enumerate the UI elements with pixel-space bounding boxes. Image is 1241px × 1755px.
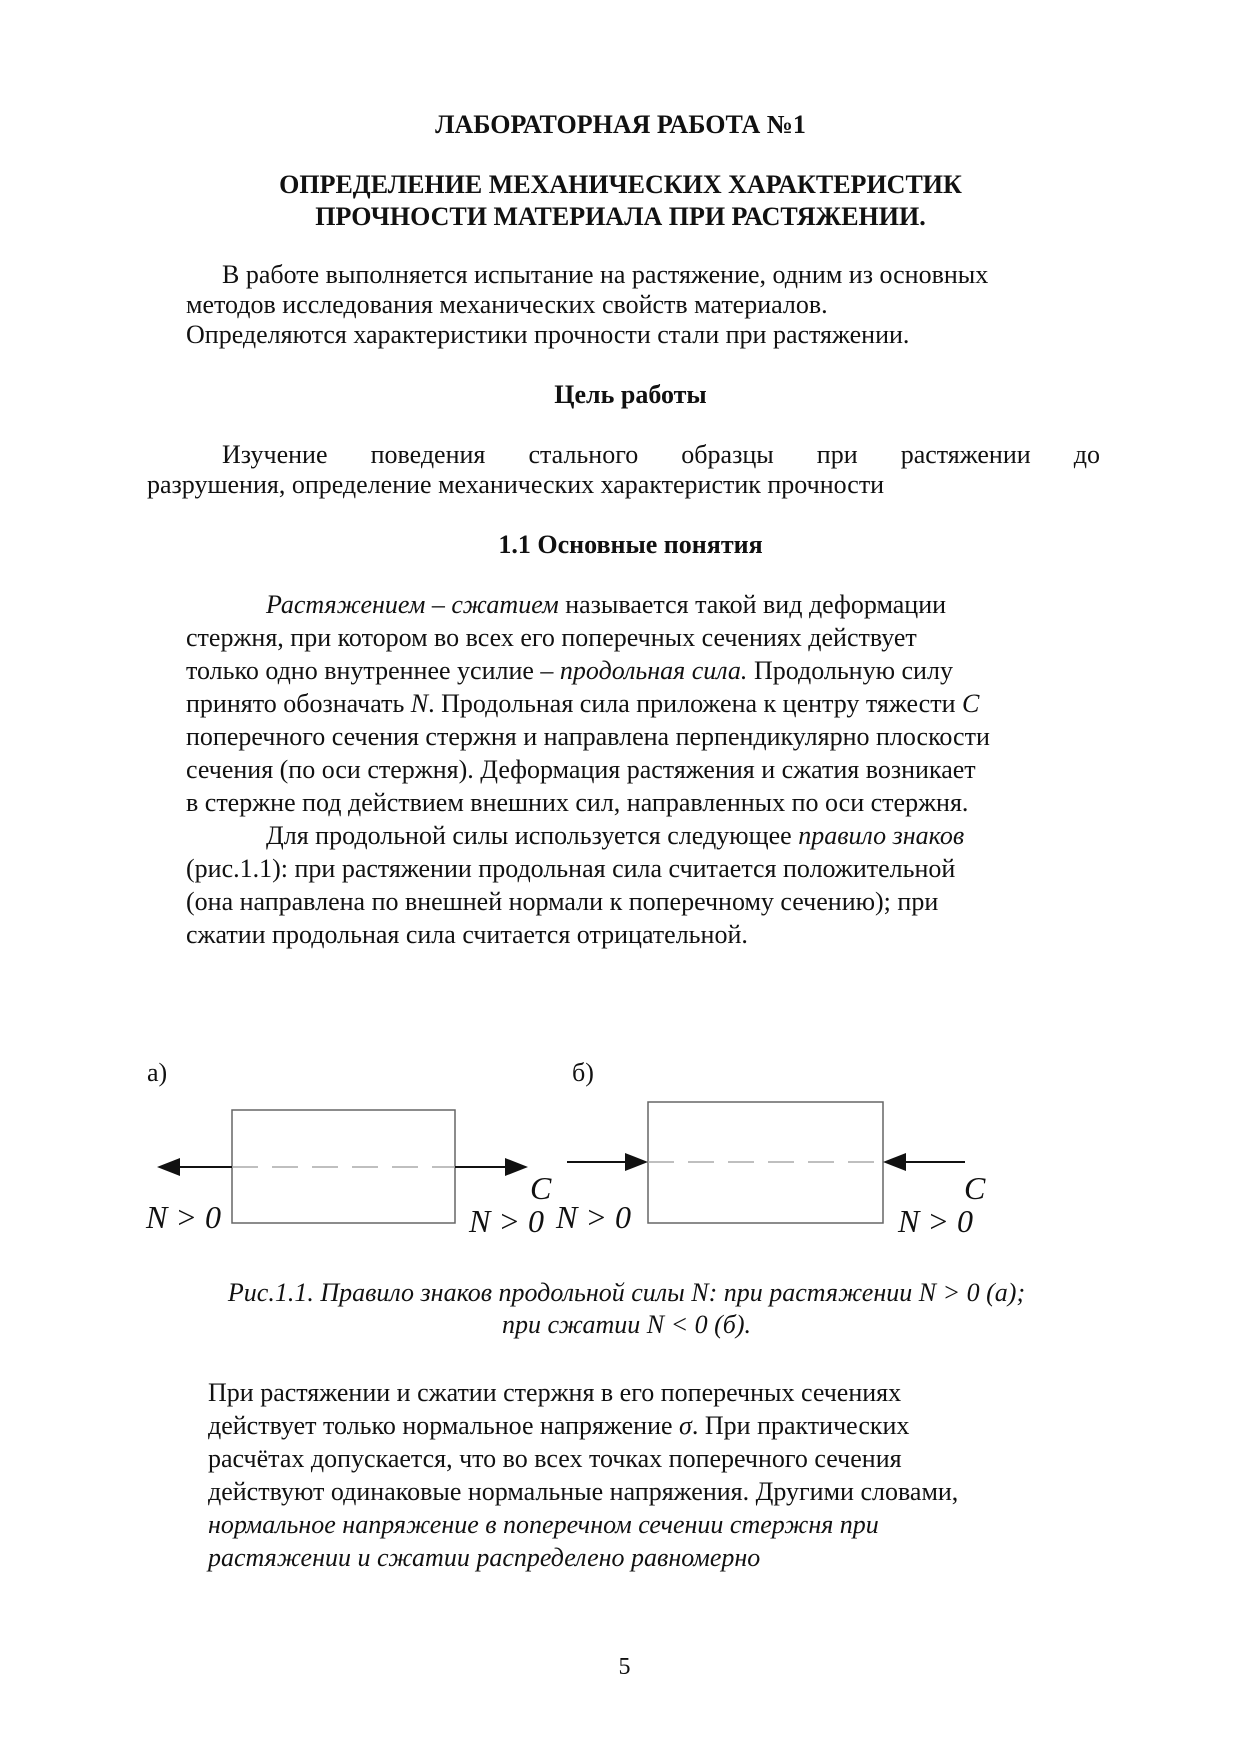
body-line: действуют одинаковые нормальные напряжения. Другими словами, xyxy=(208,1477,959,1506)
text-span: . При практических xyxy=(691,1411,910,1440)
body-line: (рис.1.1): при растяжении продольная сила считается положительной xyxy=(186,854,956,883)
body-line: сечения (по оси стержня). Деформация растяжения и сжатия возникает xyxy=(186,755,976,784)
body-line: сжатии продольная сила считается отрицательной. xyxy=(186,920,748,949)
goal-line1 xyxy=(222,438,1100,472)
label-a-centroid: C xyxy=(530,1170,552,1206)
body-line xyxy=(186,654,953,688)
panel-a-label: а) xyxy=(147,1058,168,1087)
text-span: Для продольной силы используется следующее xyxy=(266,821,799,850)
text-span: действует только нормальное напряжение xyxy=(208,1411,680,1440)
text-span: . Продольная сила приложена к центру тяжести xyxy=(428,689,962,718)
body-line: (она направлена по внешней нормали к поперечному сечению); при xyxy=(186,887,939,916)
page-number: 5 xyxy=(618,1654,631,1680)
body-line xyxy=(266,588,946,622)
body-line xyxy=(266,819,964,853)
arrow-a-right-icon xyxy=(505,1158,528,1176)
intro-line: В работе выполняется испытание на растяжение, одним из основных xyxy=(222,260,989,289)
goal-heading: Цель работы xyxy=(554,380,707,409)
goal-word: стального xyxy=(528,440,639,469)
body-line: в стержне под действием внешних сил, направленных по оси стержня. xyxy=(186,788,969,817)
arrow-a-left-icon xyxy=(157,1158,180,1176)
section-heading: 1.1 Основные понятия xyxy=(498,530,763,559)
symbol-N: N xyxy=(410,689,429,718)
body-line: При растяжении и сжатии стержня в его поперечных сечениях xyxy=(208,1378,902,1407)
label-b-centroid: C xyxy=(964,1170,986,1206)
lab-title: ЛАБОРАТОРНАЯ РАБОТА №1 xyxy=(435,110,806,139)
term-italic: продольная сила. xyxy=(559,656,748,685)
figure-caption: Рис.1.1. Правило знаков продольной силы N: при растяжении N > 0 (а); xyxy=(227,1278,1026,1307)
goal-word: до xyxy=(1073,440,1100,469)
body-line xyxy=(186,687,979,721)
label-b-right: N > 0 xyxy=(898,1203,973,1239)
term-italic: Растяжением – сжатием xyxy=(266,590,559,619)
body-line-italic: нормальное напряжение в поперечном сечении стержня при xyxy=(208,1510,879,1539)
rod-b xyxy=(648,1102,883,1223)
topic-title-line2: ПРОЧНОСТИ МАТЕРИАЛА ПРИ РАСТЯЖЕНИИ. xyxy=(315,202,926,231)
text-span: называется такой вид деформации xyxy=(558,590,947,619)
goal-word: образцы xyxy=(681,440,774,469)
goal-word: Изучение xyxy=(222,440,328,469)
intro-line: методов исследования механических свойств материалов. xyxy=(186,290,828,319)
label-a-right: N > 0 xyxy=(469,1203,544,1239)
topic-title-line1: ОПРЕДЕЛЕНИЕ МЕХАНИЧЕСКИХ ХАРАКТЕРИСТИК xyxy=(279,170,962,199)
text-span: только одно внутреннее усилие – xyxy=(186,656,560,685)
arrow-b-left-icon xyxy=(625,1153,648,1171)
text-span: принято обозначать xyxy=(186,689,411,718)
arrow-b-right-icon xyxy=(883,1153,906,1171)
label-b-left: N > 0 xyxy=(556,1199,631,1235)
body-line-italic: растяжении и сжатии распределено равномерно xyxy=(208,1543,761,1572)
goal-word: при xyxy=(816,440,858,469)
body-line: стержня, при котором во всех его поперечных сечениях действует xyxy=(186,623,917,652)
text-span: Продольную силу xyxy=(747,656,953,685)
label-a-left: N > 0 xyxy=(146,1199,221,1235)
panel-b-label: б) xyxy=(572,1058,594,1087)
body-line xyxy=(208,1409,909,1443)
rod-a xyxy=(232,1110,455,1223)
symbol-C: C xyxy=(961,689,980,718)
goal-line2: разрушения, определение механических характеристик прочности xyxy=(147,470,885,499)
intro-line: Определяются характеристики прочности стали при растяжении. xyxy=(186,320,910,349)
term-italic: правило знаков xyxy=(798,821,965,850)
body-line: расчётах допускается, что во всех точках поперечного сечения xyxy=(208,1444,902,1473)
figure-caption: при сжатии N < 0 (б). xyxy=(501,1310,752,1339)
symbol-sigma: σ xyxy=(679,1411,692,1440)
body-line: поперечного сечения стержня и направлена перпендикулярно плоскости xyxy=(186,722,990,751)
goal-word: растяжении xyxy=(900,440,1031,469)
goal-word: поведения xyxy=(370,440,486,469)
